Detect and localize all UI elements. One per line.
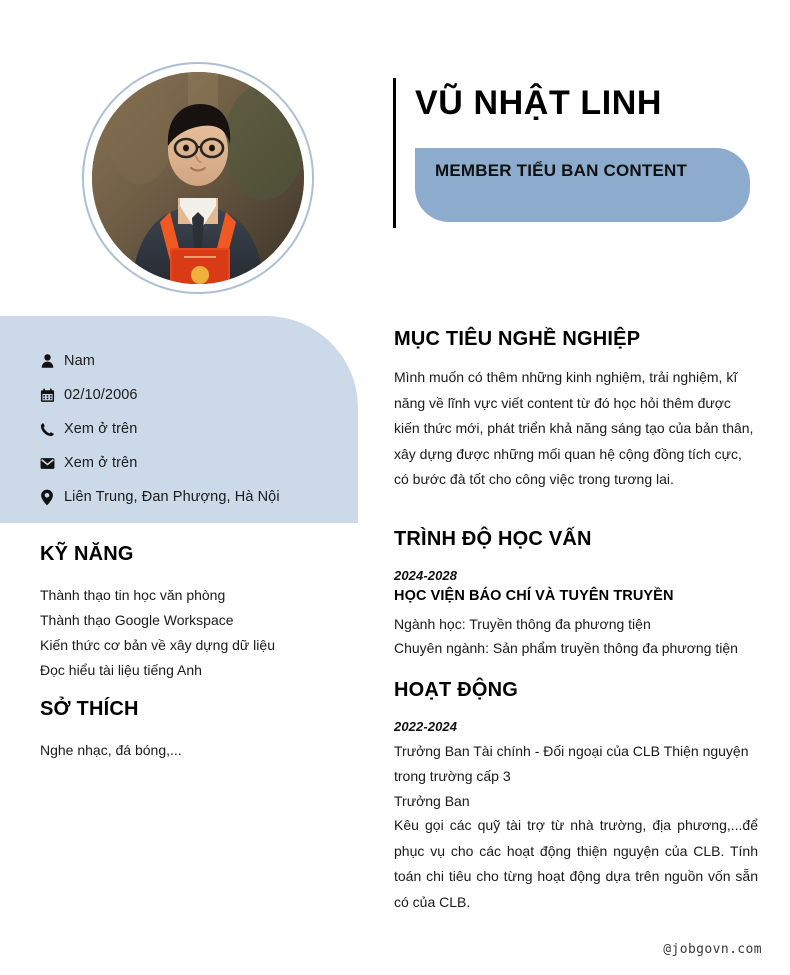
contact-value-gender: Nam [64, 353, 95, 369]
hobbies-heading: SỞ THÍCH [40, 698, 139, 720]
calendar-icon [40, 388, 64, 403]
role-banner-label: MEMBER TIỂU BAN CONTENT [435, 161, 688, 180]
contact-item-birthdate [40, 378, 340, 412]
skills-list [40, 583, 340, 683]
profile-photo-ring [82, 62, 314, 294]
activities-description: Kêu gọi các quỹ tài trợ từ nhà trường, địa phương,...để phục vụ cho các hoạt động thiện nguyện của CLB. Tính toán chi tiêu cho từng hoạt động dựa trên nguồn vốn sẵn có của CLB. [394, 817, 758, 910]
contact-value-phone: Xem ở trên [64, 421, 138, 437]
education-specialization: Chuyên ngành: Sản phẩm truyền thông đa phương tiện [394, 640, 738, 656]
contact-value-email: Xem ở trên [64, 455, 138, 471]
objective-body: Mình muốn có thêm những kinh nghiệm, trải nghiệm, kĩ năng về lĩnh vực viết content từ đó học hỏi thêm được kiến thức mới, phát triển khả năng sáng tạo của bản thân, xây dựng được những mối quan hệ cộng đồng tích cực, có bước đà tốt cho công việc trong tương lai. [394, 369, 754, 487]
contact-item-address [40, 480, 340, 514]
education-heading: TRÌNH ĐỘ HỌC VẤN [394, 528, 592, 550]
page-title: VŨ NHẬT LINH [415, 84, 663, 122]
skills-heading: KỸ NĂNG [40, 543, 134, 565]
activities-title: Trưởng Ban [394, 793, 470, 809]
location-pin-icon [40, 489, 64, 506]
profile-photo [92, 72, 304, 284]
contact-value-address: Liên Trung, Đan Phượng, Hà Nội [64, 489, 280, 505]
activities-role: Trưởng Ban Tài chính - Đối ngoại của CLB Thiện nguyện trong trường cấp 3 [394, 743, 749, 784]
activities-heading: HOẠT ĐỘNG [394, 679, 519, 701]
contact-info-panel [0, 316, 358, 523]
hobbies-list [40, 738, 340, 763]
education-major: Ngành học: Truyền thông đa phương tiện [394, 616, 651, 632]
list-item: Kiến thức cơ bản về xây dựng dữ liệu [40, 637, 275, 653]
watermark: @jobgovn.com [663, 942, 762, 957]
list-item: Thành thạo tin học văn phòng [40, 587, 226, 603]
contact-item-phone [40, 412, 340, 446]
role-banner [415, 148, 750, 222]
phone-icon [40, 422, 64, 437]
name-accent-rule [393, 78, 396, 228]
education-date: 2024-2028 [394, 568, 458, 583]
envelope-icon [40, 457, 64, 470]
contact-item-email [40, 446, 340, 480]
list-item: Thành thạo Google Workspace [40, 612, 234, 628]
list-item: Đọc hiểu tài liệu tiếng Anh [40, 662, 202, 678]
contact-value-birthdate: 02/10/2006 [64, 387, 138, 403]
objective-heading: MỤC TIÊU NGHỀ NGHIỆP [394, 328, 641, 350]
contact-item-gender [40, 344, 340, 378]
list-item: Nghe nhạc, đá bóng,... [40, 742, 182, 758]
contact-list [40, 344, 340, 514]
education-institution: HỌC VIỆN BÁO CHÍ VÀ TUYÊN TRUYỀN [394, 588, 674, 604]
person-icon [40, 353, 64, 369]
activities-date: 2022-2024 [394, 719, 458, 734]
